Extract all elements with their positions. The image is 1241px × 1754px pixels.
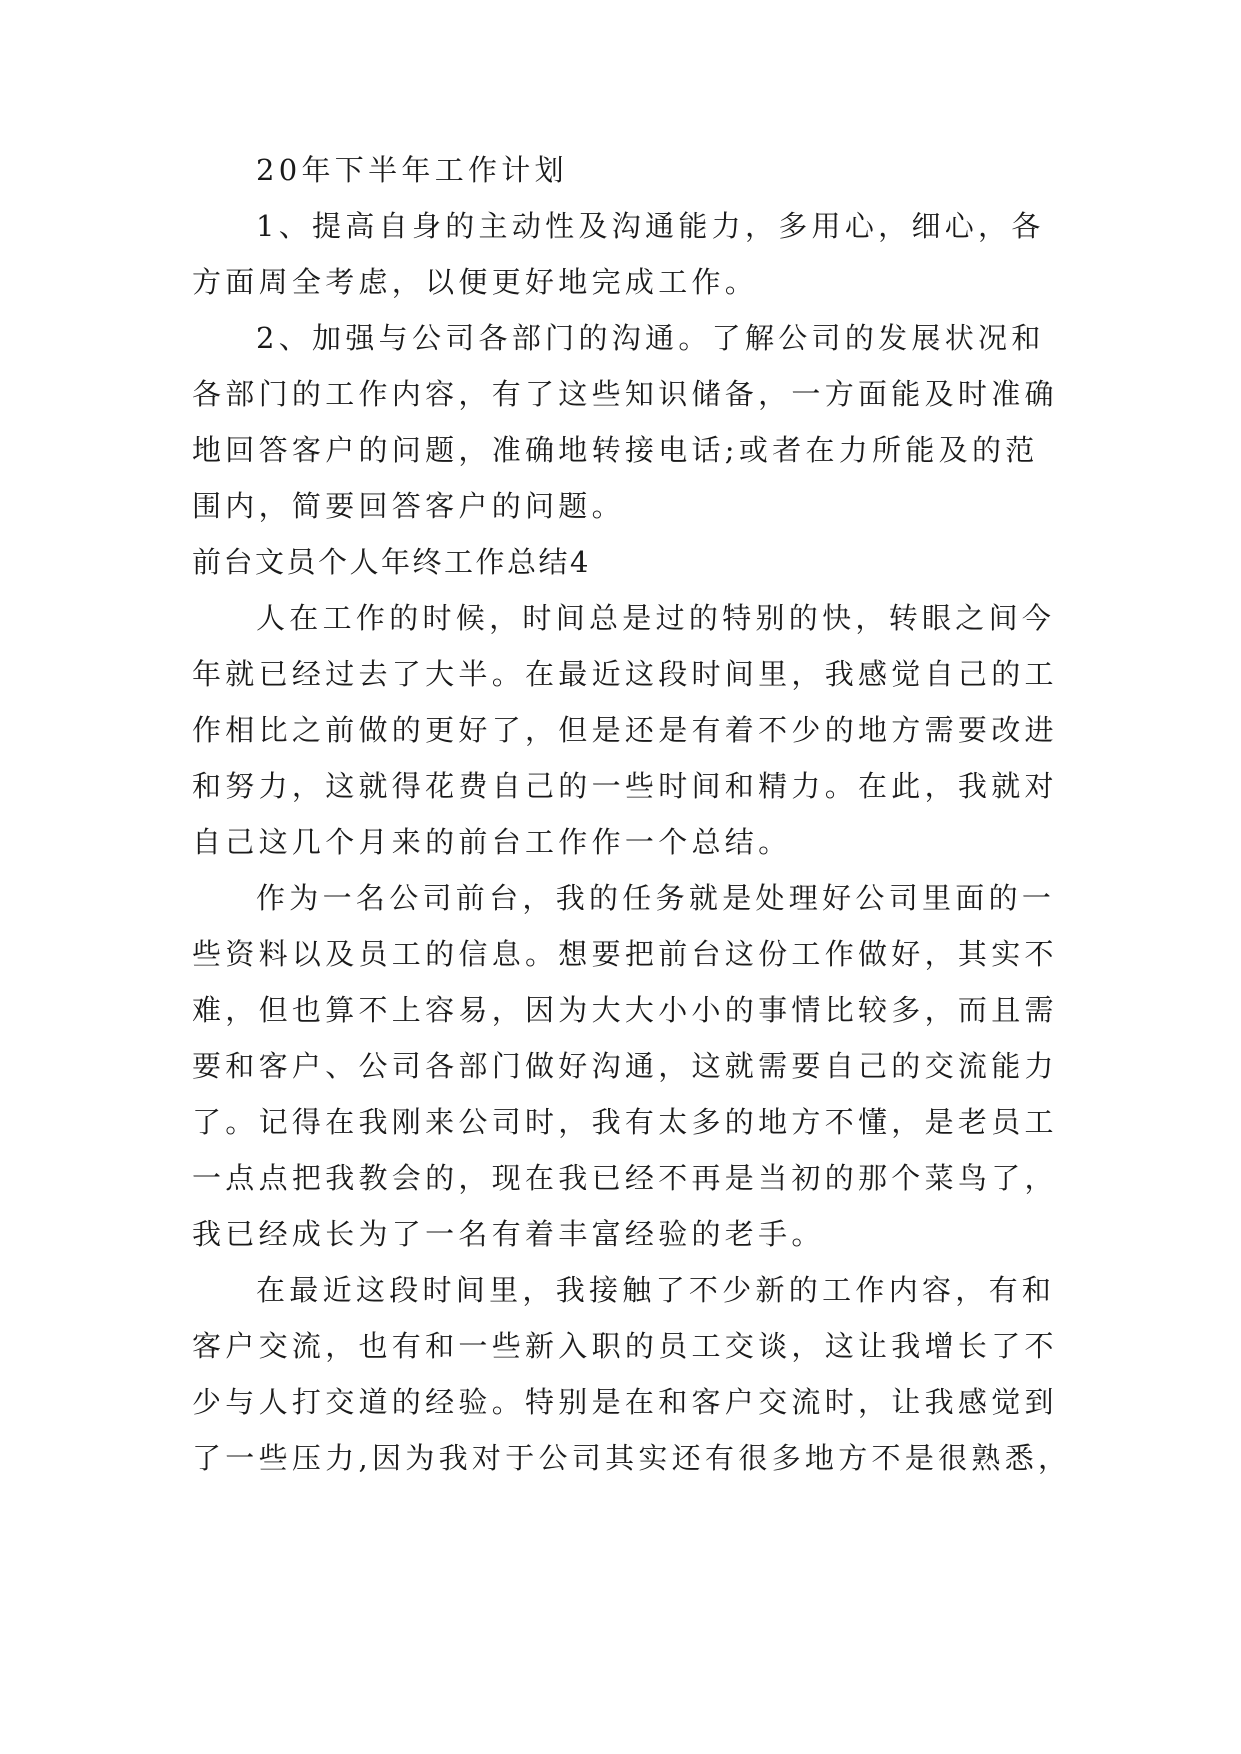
section-heading-summary-4: 前台文员个人年终工作总结4 [192,545,591,579]
paragraph-line: 了。记得在我刚来公司时，我有太多的地方不懂，是老员工 [192,1105,1058,1139]
paragraph-line: 和努力，这就得花费自己的一些时间和精力。在此，我就对 [192,769,1058,803]
section-title-work-plan: 20年下半年工作计划 [256,153,568,187]
paragraph-line: 作为一名公司前台，我的任务就是处理好公司里面的一 [256,881,1056,915]
paragraph-line: 我已经成长为了一名有着丰富经验的老手。 [192,1217,825,1251]
paragraph-line: 自己这几个月来的前台工作作一个总结。 [192,825,792,859]
paragraph-line: 客户交流，也有和一些新入职的员工交谈，这让我增长了不 [192,1329,1058,1363]
paragraph-line: 1、提高自身的主动性及沟通能力，多用心，细心，各 [256,209,1045,243]
paragraph-line: 围内，简要回答客户的问题。 [192,489,625,523]
paragraph-line: 些资料以及员工的信息。想要把前台这份工作做好，其实不 [192,937,1058,971]
paragraph-line: 年就已经过去了大半。在最近这段时间里，我感觉自己的工 [192,657,1058,691]
paragraph-line: 方面周全考虑，以便更好地完成工作。 [192,265,759,299]
paragraph-line: 2、加强与公司各部门的沟通。了解公司的发展状况和 [256,321,1045,355]
paragraph-line: 一点点把我教会的，现在我已经不再是当初的那个菜鸟了， [192,1161,1058,1195]
paragraph-line: 地回答客户的问题，准确地转接电话;或者在力所能及的范 [192,433,1039,467]
paragraph-line: 在最近这段时间里，我接触了不少新的工作内容，有和 [256,1273,1056,1307]
paragraph-line: 要和客户、公司各部门做好沟通，这就需要自己的交流能力 [192,1049,1058,1083]
paragraph-line: 了一些压力,因为我对于公司其实还有很多地方不是很熟悉， [192,1441,1072,1475]
paragraph-line: 作相比之前做的更好了，但是还是有着不少的地方需要改进 [192,713,1058,747]
paragraph-line: 人在工作的时候，时间总是过的特别的快，转眼之间今 [256,601,1056,635]
paragraph-line: 各部门的工作内容，有了这些知识储备，一方面能及时准确 [192,377,1058,411]
paragraph-line: 少与人打交道的经验。特别是在和客户交流时，让我感觉到 [192,1385,1058,1419]
paragraph-line: 难，但也算不上容易，因为大大小小的事情比较多，而且需 [192,993,1058,1027]
